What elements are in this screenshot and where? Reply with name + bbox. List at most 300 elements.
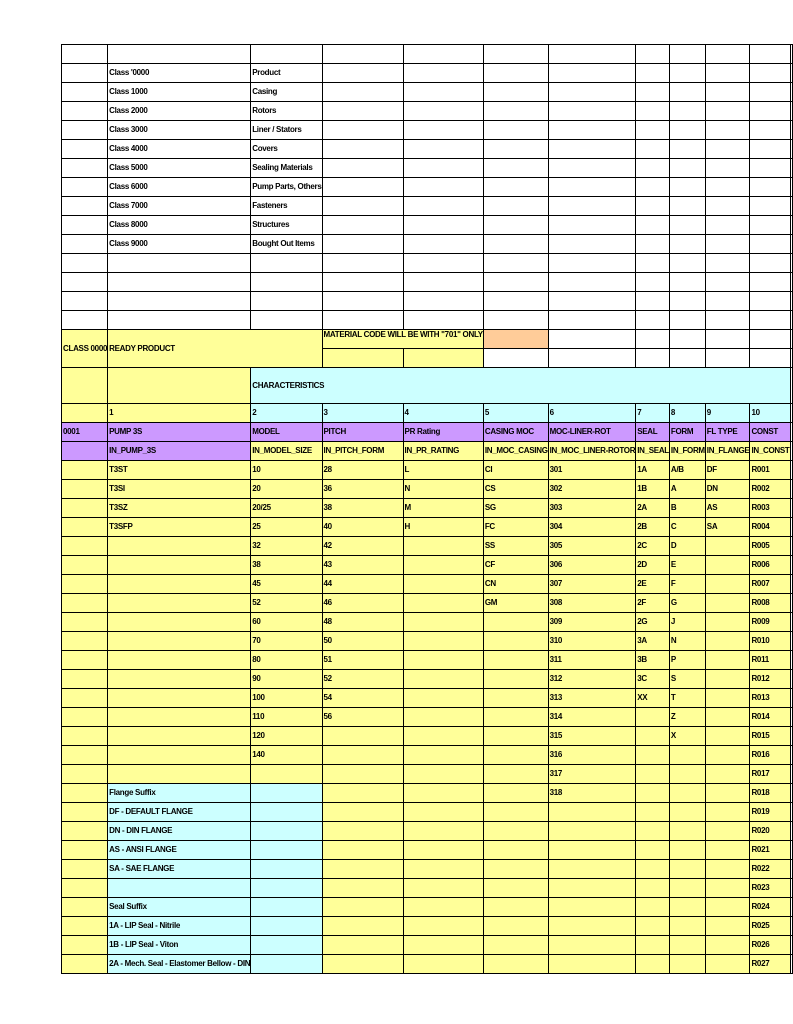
sheet-cell[interactable]: R001 [750, 461, 790, 480]
sheet-cell[interactable] [636, 197, 670, 216]
sheet-cell[interactable] [403, 159, 483, 178]
sheet-cell[interactable] [483, 917, 548, 936]
sheet-cell[interactable] [790, 64, 792, 83]
sheet-cell[interactable]: 28 [322, 461, 403, 480]
sheet-cell[interactable]: 10 [750, 404, 790, 423]
sheet-cell[interactable]: Class 1000 [108, 83, 251, 102]
sheet-cell[interactable] [790, 822, 792, 841]
sheet-cell[interactable]: 45 [251, 575, 322, 594]
sheet-cell[interactable] [62, 670, 108, 689]
sheet-cell[interactable] [403, 651, 483, 670]
sheet-cell[interactable]: 2G [636, 613, 670, 632]
sheet-cell[interactable] [62, 556, 108, 575]
sheet-cell[interactable] [403, 689, 483, 708]
sheet-cell[interactable] [483, 822, 548, 841]
sheet-cell[interactable] [62, 102, 108, 121]
sheet-cell[interactable] [403, 955, 483, 974]
sheet-cell[interactable] [636, 45, 670, 64]
sheet-cell[interactable]: 318 [548, 784, 636, 803]
sheet-cell[interactable]: 2 [251, 404, 322, 423]
sheet-cell[interactable] [483, 689, 548, 708]
sheet-cell[interactable] [669, 45, 705, 64]
sheet-cell[interactable] [62, 178, 108, 197]
sheet-cell[interactable] [790, 860, 792, 879]
sheet-cell[interactable] [62, 594, 108, 613]
sheet-cell[interactable]: 317 [548, 765, 636, 784]
sheet-cell[interactable] [750, 330, 790, 349]
sheet-cell[interactable] [669, 822, 705, 841]
sheet-cell[interactable]: Pump Parts, Others [251, 178, 322, 197]
sheet-cell[interactable] [705, 803, 750, 822]
sheet-cell[interactable] [483, 955, 548, 974]
sheet-cell[interactable]: IN_MODEL_SIZE [251, 442, 322, 461]
sheet-cell[interactable] [548, 140, 636, 159]
sheet-cell[interactable]: R024 [750, 898, 790, 917]
sheet-cell[interactable]: 48 [322, 613, 403, 632]
sheet-cell[interactable] [636, 330, 670, 349]
sheet-cell[interactable] [790, 613, 792, 632]
sheet-cell[interactable] [403, 822, 483, 841]
sheet-cell[interactable] [108, 273, 251, 292]
sheet-cell[interactable] [62, 159, 108, 178]
sheet-cell[interactable]: L [403, 461, 483, 480]
sheet-cell[interactable] [790, 273, 792, 292]
sheet-cell[interactable] [548, 235, 636, 254]
sheet-cell[interactable]: 2E [636, 575, 670, 594]
sheet-cell[interactable]: R004 [750, 518, 790, 537]
sheet-cell[interactable] [251, 45, 322, 64]
sheet-cell[interactable]: P [669, 651, 705, 670]
sheet-cell[interactable]: 42 [322, 537, 403, 556]
sheet-cell[interactable]: DF [705, 461, 750, 480]
sheet-cell[interactable] [251, 879, 322, 898]
sheet-cell[interactable] [750, 292, 790, 311]
sheet-cell[interactable] [108, 632, 251, 651]
sheet-cell[interactable] [251, 822, 322, 841]
sheet-cell[interactable]: 4 [403, 404, 483, 423]
sheet-cell[interactable] [548, 216, 636, 235]
sheet-cell[interactable] [62, 480, 108, 499]
sheet-cell[interactable]: Class 6000 [108, 178, 251, 197]
sheet-cell[interactable]: 2A [636, 499, 670, 518]
sheet-cell[interactable]: CS [483, 480, 548, 499]
sheet-cell[interactable] [251, 917, 322, 936]
sheet-cell[interactable] [62, 404, 108, 423]
sheet-cell[interactable]: 60 [251, 613, 322, 632]
sheet-cell[interactable] [636, 311, 670, 330]
sheet-cell[interactable] [62, 254, 108, 273]
sheet-cell[interactable]: 304 [548, 518, 636, 537]
sheet-cell[interactable] [62, 197, 108, 216]
sheet-cell[interactable]: 20 [251, 480, 322, 499]
sheet-cell[interactable]: 3B [636, 651, 670, 670]
sheet-cell[interactable] [62, 537, 108, 556]
sheet-cell[interactable] [790, 841, 792, 860]
sheet-cell[interactable] [62, 784, 108, 803]
sheet-cell[interactable] [403, 746, 483, 765]
sheet-cell[interactable] [636, 879, 670, 898]
sheet-cell[interactable] [705, 860, 750, 879]
sheet-cell[interactable] [636, 784, 670, 803]
sheet-cell[interactable] [403, 254, 483, 273]
sheet-cell[interactable] [403, 556, 483, 575]
sheet-cell[interactable] [705, 670, 750, 689]
sheet-cell[interactable] [705, 178, 750, 197]
sheet-cell[interactable]: 1A - LIP Seal - Nitrile [108, 917, 251, 936]
sheet-cell[interactable] [62, 841, 108, 860]
sheet-cell[interactable]: Flange Suffix [108, 784, 251, 803]
sheet-cell[interactable]: SA [705, 518, 750, 537]
sheet-cell[interactable] [403, 121, 483, 140]
sheet-cell[interactable]: IN_FORM [669, 442, 705, 461]
sheet-cell[interactable] [705, 216, 750, 235]
sheet-cell[interactable] [548, 803, 636, 822]
sheet-cell[interactable] [322, 917, 403, 936]
sheet-cell[interactable] [483, 613, 548, 632]
sheet-cell[interactable] [62, 746, 108, 765]
sheet-cell[interactable] [705, 235, 750, 254]
sheet-cell[interactable] [483, 330, 548, 349]
sheet-cell[interactable]: SS [483, 537, 548, 556]
sheet-cell[interactable] [403, 727, 483, 746]
sheet-cell[interactable] [636, 803, 670, 822]
sheet-cell[interactable] [322, 64, 403, 83]
sheet-cell[interactable]: CI [483, 461, 548, 480]
sheet-cell[interactable] [62, 368, 108, 404]
sheet-cell[interactable] [483, 159, 548, 178]
sheet-cell[interactable] [790, 480, 792, 499]
sheet-cell[interactable] [790, 651, 792, 670]
sheet-cell[interactable]: 36 [322, 480, 403, 499]
sheet-cell[interactable]: CASING MOC [483, 423, 548, 442]
sheet-cell[interactable] [62, 879, 108, 898]
sheet-cell[interactable]: 301 [548, 461, 636, 480]
sheet-cell[interactable] [790, 803, 792, 822]
sheet-cell[interactable] [705, 651, 750, 670]
sheet-cell[interactable] [705, 64, 750, 83]
sheet-cell[interactable]: 38 [251, 556, 322, 575]
sheet-cell[interactable]: R011 [750, 651, 790, 670]
sheet-cell[interactable] [790, 121, 792, 140]
sheet-cell[interactable]: R020 [750, 822, 790, 841]
sheet-cell[interactable]: AS - ANSI FLANGE [108, 841, 251, 860]
sheet-cell[interactable]: R021 [750, 841, 790, 860]
sheet-cell[interactable]: IN_PITCH_FORM [322, 442, 403, 461]
sheet-cell[interactable]: R019 [750, 803, 790, 822]
sheet-cell[interactable] [251, 765, 322, 784]
sheet-cell[interactable]: PITCH [322, 423, 403, 442]
sheet-cell[interactable] [669, 898, 705, 917]
sheet-cell[interactable] [108, 556, 251, 575]
sheet-cell[interactable]: 5 [483, 404, 548, 423]
sheet-cell[interactable]: 3A [636, 632, 670, 651]
sheet-cell[interactable] [548, 273, 636, 292]
sheet-cell[interactable]: 313 [548, 689, 636, 708]
sheet-cell[interactable] [403, 349, 483, 368]
sheet-cell[interactable] [62, 461, 108, 480]
sheet-cell[interactable] [548, 254, 636, 273]
sheet-cell[interactable] [790, 197, 792, 216]
sheet-cell[interactable] [750, 235, 790, 254]
sheet-cell[interactable] [636, 140, 670, 159]
sheet-cell[interactable] [669, 178, 705, 197]
sheet-cell[interactable]: Product [251, 64, 322, 83]
sheet-cell[interactable]: 305 [548, 537, 636, 556]
sheet-cell[interactable] [750, 254, 790, 273]
sheet-cell[interactable] [62, 575, 108, 594]
sheet-cell[interactable] [483, 765, 548, 784]
sheet-cell[interactable] [483, 349, 548, 368]
sheet-cell[interactable] [62, 955, 108, 974]
sheet-cell[interactable] [548, 349, 636, 368]
sheet-cell[interactable]: R025 [750, 917, 790, 936]
sheet-cell[interactable] [483, 235, 548, 254]
sheet-cell[interactable] [790, 670, 792, 689]
sheet-cell[interactable] [403, 841, 483, 860]
sheet-cell[interactable]: R027 [750, 955, 790, 974]
sheet-cell[interactable] [483, 197, 548, 216]
sheet-cell[interactable] [548, 292, 636, 311]
sheet-cell[interactable]: 80 [251, 651, 322, 670]
sheet-cell[interactable]: 2C [636, 537, 670, 556]
sheet-cell[interactable] [483, 651, 548, 670]
sheet-cell[interactable]: Casing [251, 83, 322, 102]
sheet-cell[interactable] [705, 45, 750, 64]
sheet-cell[interactable] [62, 917, 108, 936]
sheet-cell[interactable]: T3ST [108, 461, 251, 480]
sheet-cell[interactable] [322, 784, 403, 803]
sheet-cell[interactable] [108, 292, 251, 311]
sheet-cell[interactable] [322, 746, 403, 765]
sheet-cell[interactable] [483, 216, 548, 235]
sheet-cell[interactable] [108, 670, 251, 689]
sheet-cell[interactable]: IN_FLANGE [705, 442, 750, 461]
sheet-cell[interactable]: 10 [251, 461, 322, 480]
sheet-cell[interactable]: R005 [750, 537, 790, 556]
sheet-cell[interactable] [403, 311, 483, 330]
sheet-cell[interactable]: R016 [750, 746, 790, 765]
sheet-cell[interactable]: T3SFP [108, 518, 251, 537]
sheet-cell[interactable]: Covers [251, 140, 322, 159]
sheet-cell[interactable]: MATERIAL CODE WILL BE WITH "701" ONLY [322, 330, 483, 349]
sheet-cell[interactable]: 44 [322, 575, 403, 594]
sheet-cell[interactable] [548, 102, 636, 121]
sheet-cell[interactable] [322, 879, 403, 898]
sheet-cell[interactable] [322, 102, 403, 121]
sheet-cell[interactable] [62, 140, 108, 159]
sheet-cell[interactable] [669, 765, 705, 784]
sheet-cell[interactable] [636, 936, 670, 955]
sheet-cell[interactable] [705, 197, 750, 216]
sheet-cell[interactable] [669, 349, 705, 368]
sheet-cell[interactable] [705, 83, 750, 102]
sheet-cell[interactable] [790, 575, 792, 594]
sheet-cell[interactable] [483, 898, 548, 917]
sheet-cell[interactable] [669, 936, 705, 955]
sheet-cell[interactable]: G [669, 594, 705, 613]
sheet-cell[interactable] [322, 936, 403, 955]
sheet-cell[interactable] [548, 178, 636, 197]
sheet-cell[interactable] [322, 292, 403, 311]
sheet-cell[interactable] [636, 292, 670, 311]
sheet-cell[interactable] [483, 727, 548, 746]
sheet-cell[interactable] [322, 349, 403, 368]
sheet-cell[interactable] [403, 178, 483, 197]
sheet-cell[interactable]: IN_CONST [750, 442, 790, 461]
sheet-cell[interactable] [636, 254, 670, 273]
sheet-cell[interactable] [62, 499, 108, 518]
sheet-cell[interactable] [62, 273, 108, 292]
sheet-cell[interactable] [251, 841, 322, 860]
sheet-cell[interactable] [790, 518, 792, 537]
sheet-cell[interactable] [483, 803, 548, 822]
sheet-cell[interactable] [322, 727, 403, 746]
sheet-cell[interactable]: 307 [548, 575, 636, 594]
sheet-cell[interactable] [705, 746, 750, 765]
sheet-cell[interactable] [705, 784, 750, 803]
sheet-cell[interactable]: S [669, 670, 705, 689]
sheet-cell[interactable]: 2F [636, 594, 670, 613]
sheet-cell[interactable] [790, 311, 792, 330]
sheet-cell[interactable] [636, 727, 670, 746]
sheet-cell[interactable]: 306 [548, 556, 636, 575]
sheet-cell[interactable] [403, 632, 483, 651]
sheet-cell[interactable] [322, 765, 403, 784]
sheet-cell[interactable]: Class 9000 [108, 235, 251, 254]
sheet-cell[interactable] [62, 311, 108, 330]
sheet-cell[interactable] [403, 670, 483, 689]
sheet-cell[interactable] [108, 651, 251, 670]
sheet-cell[interactable] [322, 178, 403, 197]
sheet-cell[interactable] [790, 708, 792, 727]
sheet-cell[interactable] [403, 765, 483, 784]
sheet-cell[interactable]: A [669, 480, 705, 499]
sheet-cell[interactable] [790, 254, 792, 273]
sheet-cell[interactable]: R006 [750, 556, 790, 575]
sheet-cell[interactable] [251, 784, 322, 803]
sheet-cell[interactable] [483, 860, 548, 879]
sheet-cell[interactable]: 302 [548, 480, 636, 499]
sheet-cell[interactable] [669, 216, 705, 235]
sheet-cell[interactable] [705, 102, 750, 121]
sheet-cell[interactable]: T3SI [108, 480, 251, 499]
sheet-cell[interactable]: Sealing Materials [251, 159, 322, 178]
sheet-cell[interactable]: SG [483, 499, 548, 518]
sheet-cell[interactable] [483, 292, 548, 311]
sheet-cell[interactable] [483, 121, 548, 140]
sheet-cell[interactable] [108, 311, 251, 330]
sheet-cell[interactable] [108, 689, 251, 708]
sheet-cell[interactable]: Class 7000 [108, 197, 251, 216]
sheet-cell[interactable] [705, 841, 750, 860]
sheet-cell[interactable] [108, 708, 251, 727]
sheet-cell[interactable] [108, 45, 251, 64]
sheet-cell[interactable] [790, 727, 792, 746]
sheet-cell[interactable] [669, 121, 705, 140]
sheet-cell[interactable] [251, 955, 322, 974]
sheet-cell[interactable] [322, 140, 403, 159]
sheet-cell[interactable] [108, 594, 251, 613]
sheet-cell[interactable] [636, 178, 670, 197]
sheet-cell[interactable]: R007 [750, 575, 790, 594]
sheet-cell[interactable]: 46 [322, 594, 403, 613]
sheet-cell[interactable] [790, 83, 792, 102]
sheet-cell[interactable] [483, 670, 548, 689]
sheet-cell[interactable] [636, 955, 670, 974]
sheet-cell[interactable]: T3SZ [108, 499, 251, 518]
sheet-cell[interactable] [108, 765, 251, 784]
sheet-cell[interactable] [790, 955, 792, 974]
sheet-cell[interactable]: R014 [750, 708, 790, 727]
sheet-cell[interactable]: Class 2000 [108, 102, 251, 121]
sheet-cell[interactable]: IN_PUMP_3S [108, 442, 251, 461]
sheet-cell[interactable] [790, 45, 792, 64]
sheet-cell[interactable]: DF - DEFAULT FLANGE [108, 803, 251, 822]
sheet-cell[interactable] [790, 746, 792, 765]
sheet-cell[interactable] [403, 45, 483, 64]
sheet-cell[interactable]: 70 [251, 632, 322, 651]
sheet-cell[interactable]: F [669, 575, 705, 594]
sheet-cell[interactable]: 51 [322, 651, 403, 670]
sheet-cell[interactable] [705, 765, 750, 784]
sheet-cell[interactable]: A/B [669, 461, 705, 480]
sheet-cell[interactable] [403, 140, 483, 159]
sheet-cell[interactable]: 110 [251, 708, 322, 727]
sheet-cell[interactable] [750, 311, 790, 330]
sheet-cell[interactable] [251, 292, 322, 311]
sheet-cell[interactable]: 120 [251, 727, 322, 746]
sheet-cell[interactable]: R010 [750, 632, 790, 651]
sheet-cell[interactable]: Seal Suffix [108, 898, 251, 917]
sheet-cell[interactable]: 100 [251, 689, 322, 708]
sheet-cell[interactable]: 3C [636, 670, 670, 689]
sheet-cell[interactable] [790, 423, 792, 442]
sheet-cell[interactable] [790, 349, 792, 368]
sheet-cell[interactable] [62, 803, 108, 822]
sheet-cell[interactable] [322, 273, 403, 292]
sheet-cell[interactable]: Class 3000 [108, 121, 251, 140]
sheet-cell[interactable] [750, 159, 790, 178]
sheet-cell[interactable] [669, 292, 705, 311]
sheet-cell[interactable] [548, 879, 636, 898]
sheet-cell[interactable] [483, 83, 548, 102]
sheet-cell[interactable] [322, 197, 403, 216]
sheet-cell[interactable] [548, 121, 636, 140]
sheet-cell[interactable] [669, 140, 705, 159]
sheet-cell[interactable]: IN_MOC_LINER-ROTOR [548, 442, 636, 461]
sheet-cell[interactable] [790, 461, 792, 480]
sheet-cell[interactable]: 9 [705, 404, 750, 423]
sheet-cell[interactable]: 6 [548, 404, 636, 423]
sheet-cell[interactable] [705, 822, 750, 841]
sheet-cell[interactable] [705, 330, 750, 349]
sheet-cell[interactable] [750, 216, 790, 235]
sheet-cell[interactable] [548, 330, 636, 349]
sheet-cell[interactable] [548, 822, 636, 841]
sheet-cell[interactable] [483, 632, 548, 651]
sheet-cell[interactable] [669, 273, 705, 292]
sheet-cell[interactable] [251, 936, 322, 955]
sheet-cell[interactable] [108, 613, 251, 632]
sheet-cell[interactable]: SEAL [636, 423, 670, 442]
sheet-cell[interactable] [322, 955, 403, 974]
sheet-cell[interactable]: 50 [322, 632, 403, 651]
sheet-cell[interactable] [636, 121, 670, 140]
sheet-cell[interactable]: 316 [548, 746, 636, 765]
sheet-cell[interactable]: Z [669, 708, 705, 727]
sheet-cell[interactable]: 56 [322, 708, 403, 727]
sheet-cell[interactable] [62, 613, 108, 632]
